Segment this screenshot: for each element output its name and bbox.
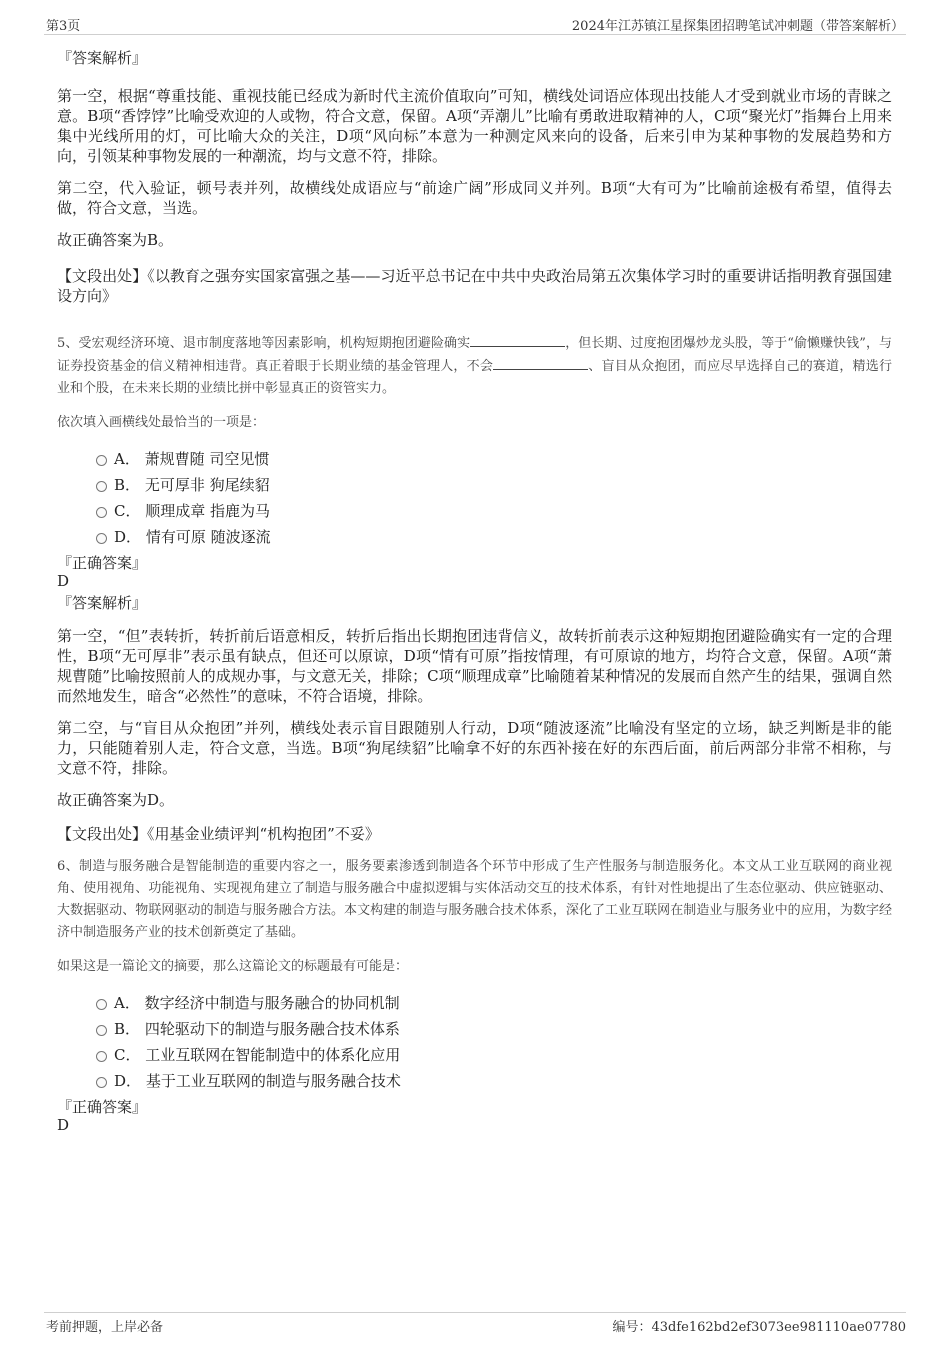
document-id: 编号：43dfe162bd2ef3073ee981110ae07780 xyxy=(612,1320,906,1335)
option-b[interactable]: B． 四轮驱动下的制造与服务融合技术体系 xyxy=(57,1016,892,1042)
question-stem: 5、受宏观经济环境、退市制度落地等因素影响，机构短期抱团避险确实 ，但长期、过度抱团爆炒龙头股，等于“偷懒赚快钱”，与证券投资基金的信义精神相违背。真正着眼于长期业绩的基金管理人，不会 、盲目从众抱团，而应尽早选择自己的赛道，精选行业和个股，在未来长期的业绩比拼中彰显真正的资管实力。 xyxy=(57,332,892,400)
correct-answer: D xyxy=(57,1116,70,1134)
option-a[interactable]: A． 萧规曹随 司空见惯 xyxy=(57,446,892,472)
question-prompt: 如果这是一篇论文的摘要，那么这篇论文的标题最有可能是： xyxy=(57,959,409,974)
radio-icon[interactable] xyxy=(96,481,107,492)
fill-blank xyxy=(470,332,565,347)
radio-icon[interactable] xyxy=(96,455,107,466)
radio-icon[interactable] xyxy=(96,507,107,518)
source-citation: 【文段出处】《用基金业绩评判“机构抱团”不妥》 xyxy=(57,825,380,843)
page-footer xyxy=(44,1312,906,1333)
option-d[interactable]: D． 基于工业互联网的制造与服务融合技术 xyxy=(57,1068,892,1094)
option-c[interactable]: C． 工业互联网在智能制造中的体系化应用 xyxy=(57,1042,892,1068)
radio-icon[interactable] xyxy=(96,1077,107,1088)
correct-answer: D xyxy=(57,572,70,590)
document-body xyxy=(57,44,892,1134)
footer-slogan: 考前押题，上岸必备 xyxy=(46,1320,164,1335)
option-list xyxy=(57,446,892,550)
radio-icon[interactable] xyxy=(96,1025,107,1036)
option-list xyxy=(57,990,892,1094)
source-citation: 【文段出处】《以教育之强夯实国家富强之基——习近平总书记在中共中央政治局第五次集体学习时的重要讲话指明教育强国建设方向》 xyxy=(57,267,892,305)
analysis-paragraph: 第一空，根据“尊重技能、重视技能已经成为新时代主流价值取向”可知，横线处词语应体现出技能人才受到就业市场的青睐之意。B项“香饽饽”比喻受欢迎的人或物，符合文意，保留。A项“弄潮儿”比喻有勇敢进取精神的人，C项“聚光灯”指舞台上用来集中光线所用的灯，可比喻大众的关注，D项“风向标”本意为一种测定风来向的设备，后来引申为某种事物的发展趋势和方向，引领某种事物发展的一种潮流，均与文意不符，排除。 xyxy=(57,87,892,165)
document-title: 2024年江苏镇江星探集团招聘笔试冲刺题（带答案解析） xyxy=(571,19,904,34)
radio-icon[interactable] xyxy=(96,1051,107,1062)
answer-conclusion: 故正确答案为B。 xyxy=(57,231,174,249)
analysis-paragraph: 第二空，代入验证，顿号表并列，故横线处成语应与“前途广阔”形成同义并列。B项“大有可为”比喻前途极有希望，值得去做，符合文意，当选。 xyxy=(57,179,892,217)
question-stem: 6、制造与服务融合是智能制造的重要内容之一，服务要素渗透到制造各个环节中形成了生产性服务与制造服务化。本文从工业互联网的商业视角、使用视角、功能视角、实现视角建立了制造与服务融合中虚拟逻辑与实体活动交互的技术体系，有针对性地提出了生态位驱动、供应链驱动、大数据驱动、物联网驱动的制造与服务融合方法。本文构建的制造与服务融合技术体系，深化了工业互联网在制造业与服务业中的应用，为数字经济中制造服务产业的技术创新奠定了基础。 xyxy=(57,859,892,940)
analysis-label: 『答案解析』 xyxy=(57,594,148,612)
option-a[interactable]: A． 数字经济中制造与服务融合的协同机制 xyxy=(57,990,892,1016)
radio-icon[interactable] xyxy=(96,533,107,544)
analysis-paragraph: 第一空，“但”表转折，转折前后语意相反，转折后指出长期抱团违背信义，故转折前表示这种短期抱团避险确实有一定的合理性，B项“无可厚非”表示虽有缺点，但还可以原谅，D项“情有可原”指按情理，有可原谅的地方，均符合文意，保留。A项“萧规曹随”比喻按照前人的成规办事，与文意无关，排除；C项“顺理成章”比喻随着某种情况的发展而自然产生的结果，强调自然而然地发生，暗含“必然性”的意味，不符合语境，排除。 xyxy=(57,627,892,705)
page-number: 第3页 xyxy=(46,19,81,34)
answer-conclusion: 故正确答案为D。 xyxy=(57,791,175,809)
fill-blank xyxy=(493,355,588,370)
option-d[interactable]: D． 情有可原 随波逐流 xyxy=(57,524,892,550)
analysis-label: 『答案解析』 xyxy=(57,49,148,67)
radio-icon[interactable] xyxy=(96,999,107,1010)
analysis-paragraph: 第二空，与“盲目从众抱团”并列，横线处表示盲目跟随别人行动，D项“随波逐流”比喻没有坚定的立场，缺乏判断是非的能力，只能随着别人走，符合文意，当选。B项“狗尾续貂”比喻拿不好的东西补接在好的东西后面，前后两部分非常不相称，与文意不符，排除。 xyxy=(57,719,892,777)
correct-answer-label: 『正确答案』 xyxy=(57,554,148,572)
correct-answer-label: 『正确答案』 xyxy=(57,1098,148,1116)
page-header xyxy=(44,14,906,35)
question-prompt: 依次填入画横线处最恰当的一项是： xyxy=(57,415,266,430)
option-b[interactable]: B． 无可厚非 狗尾续貂 xyxy=(57,472,892,498)
option-c[interactable]: C． 顺理成章 指鹿为马 xyxy=(57,498,892,524)
